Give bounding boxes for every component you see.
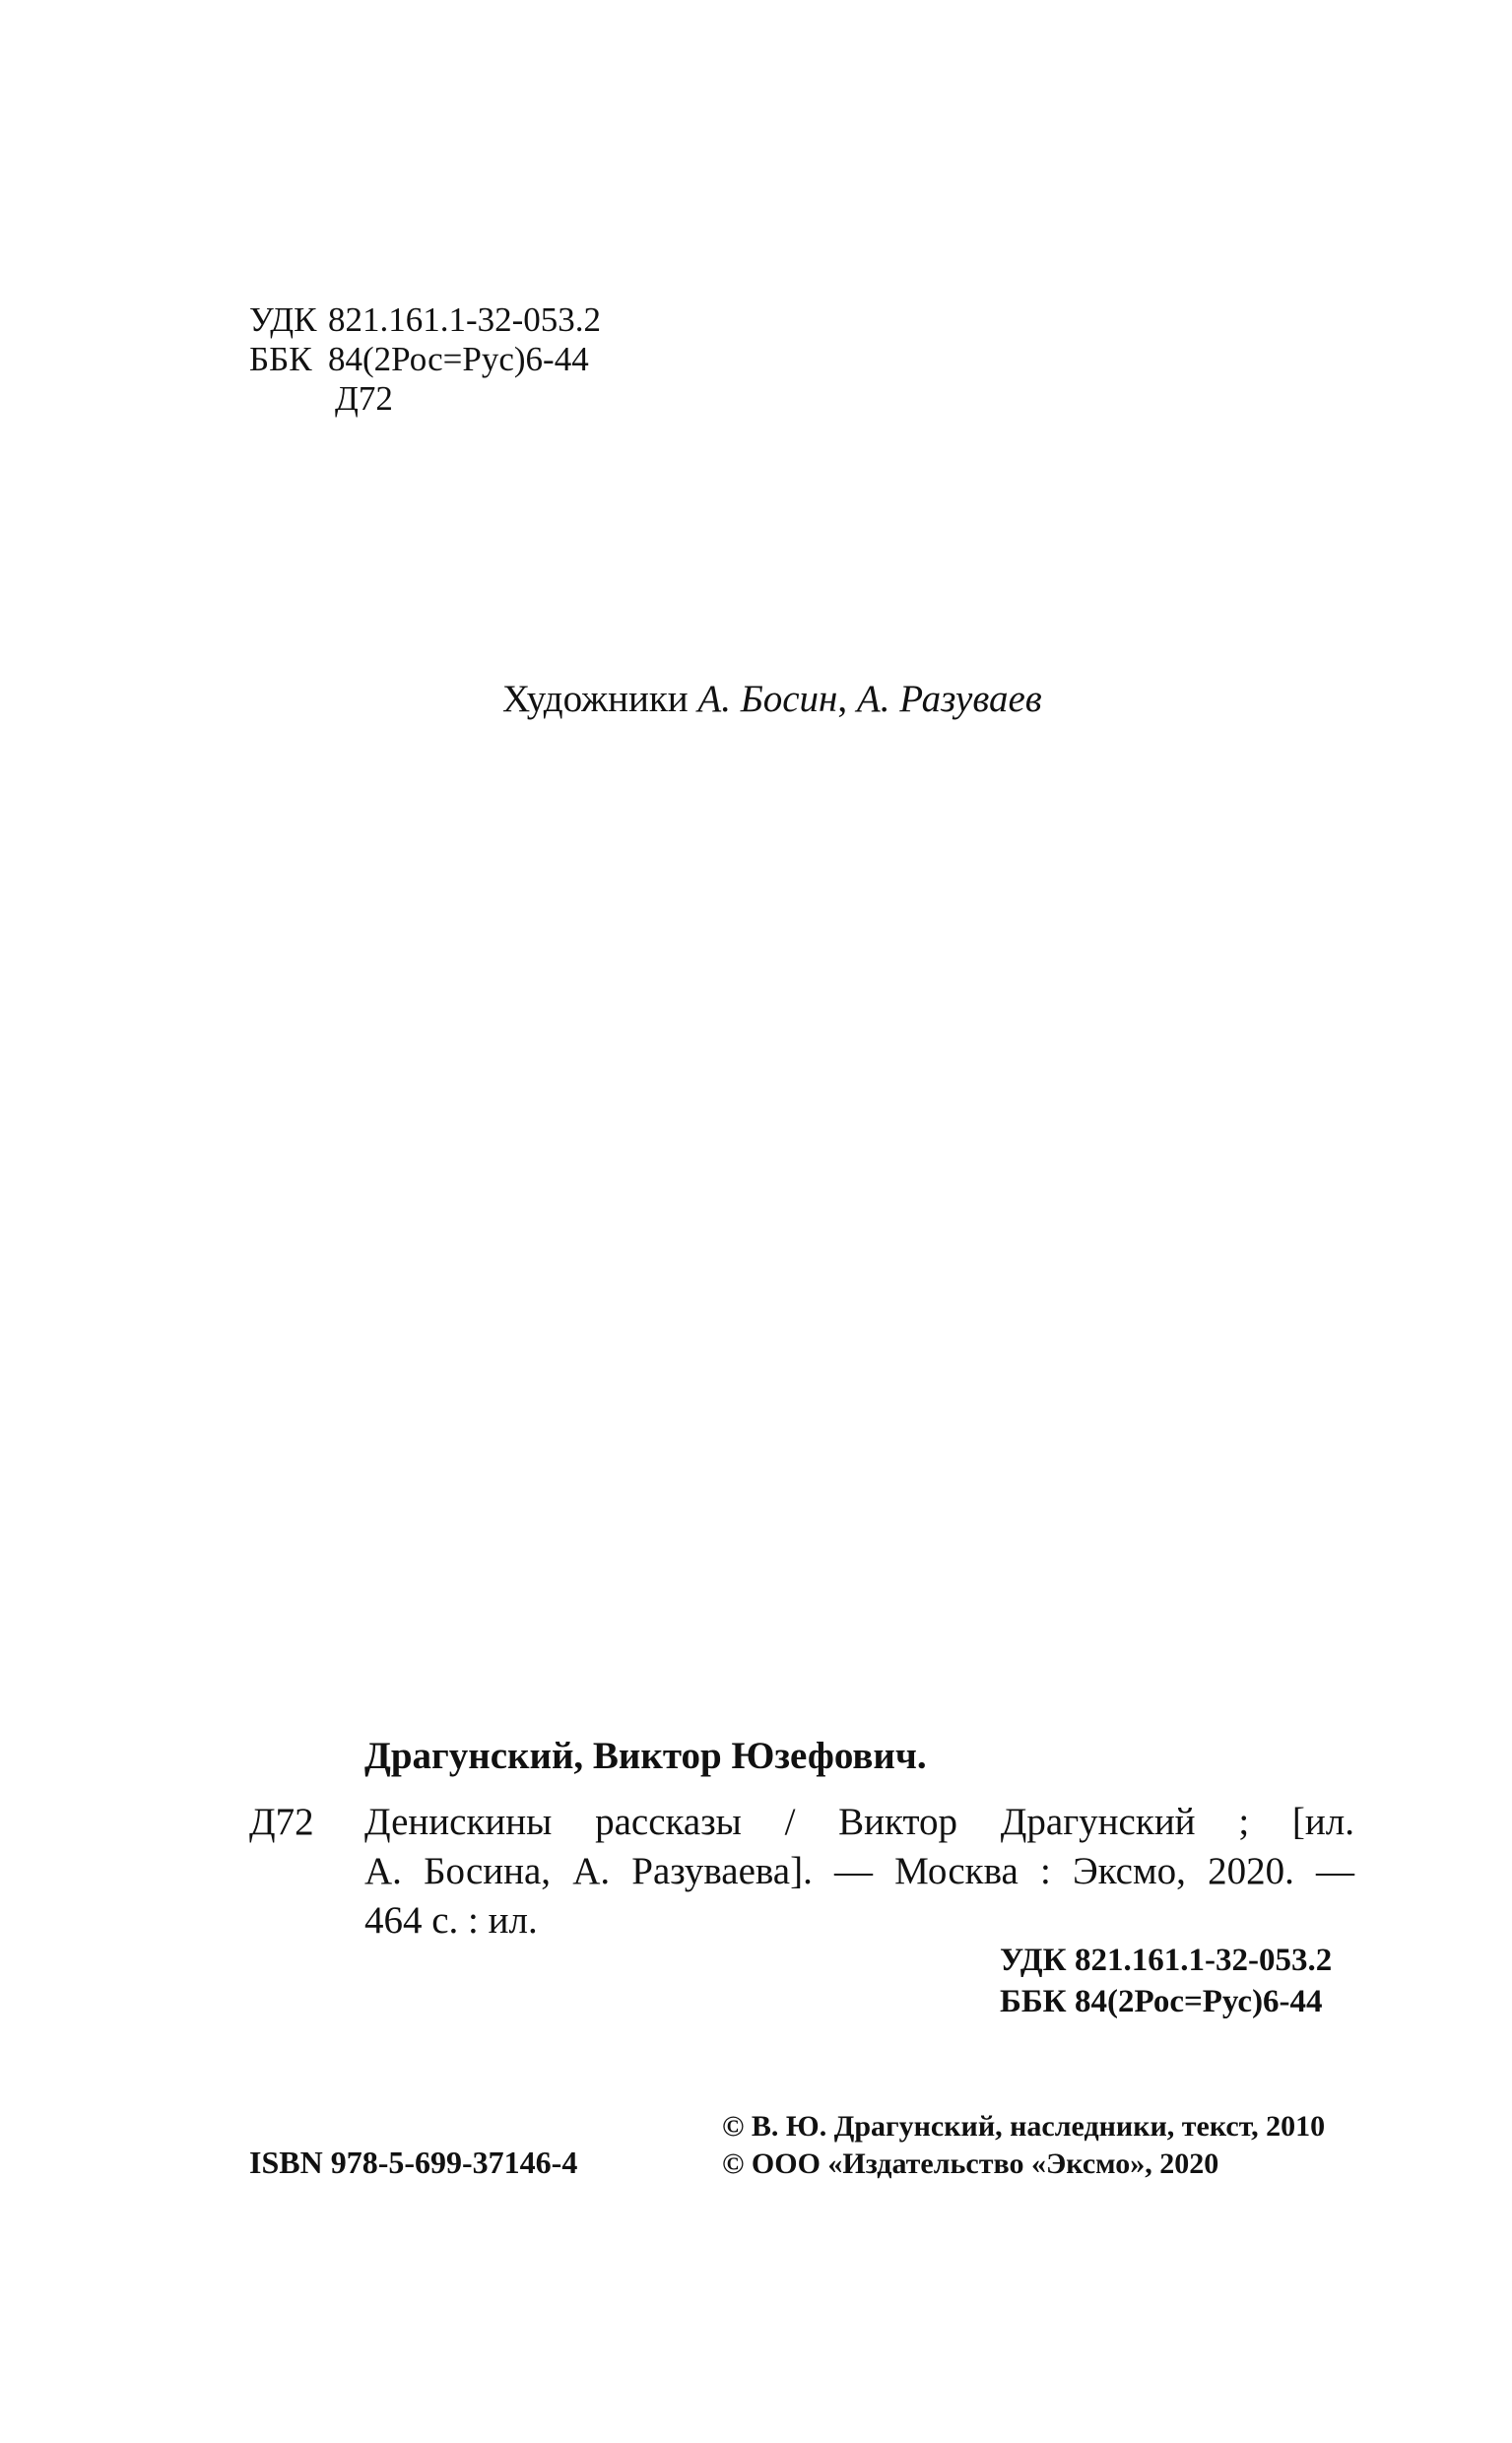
illustrator-name-1: А. Босин	[697, 678, 838, 720]
record-line-2: А. Босина, А. Разуваева]. — Москва : Эксмо, 2020. —	[364, 1850, 1354, 1892]
isbn: ISBN 978-5-699-37146-4	[249, 2145, 578, 2180]
copyright-text: © В. Ю. Драгунский, наследники, текст, 2010	[722, 2110, 1326, 2143]
record-author-mark: Д72	[249, 1801, 314, 1843]
record-description	[364, 1798, 1354, 1946]
bottom-bbk-label: ББК	[1000, 1984, 1067, 2019]
top-author-mark: Д72	[335, 379, 393, 418]
copyright-publisher: © ООО «Издательство «Эксмо», 2020	[722, 2147, 1219, 2180]
record-line-3: 464 с. : ил.	[364, 1899, 538, 1942]
bottom-udk-label: УДК	[1000, 1943, 1067, 1978]
top-bbk-value: 84(2Рос=Рус)6-44	[328, 340, 589, 378]
illustrators-line	[502, 678, 1042, 721]
bottom-bbk-code	[1000, 1982, 1323, 2021]
bottom-bbk-value: 84(2Рос=Рус)6-44	[1075, 1984, 1323, 2019]
top-bbk-code	[249, 340, 589, 379]
record-line-1: Денискины рассказы / Виктор Драгунский ; [ил.	[364, 1801, 1354, 1843]
top-udk-code	[249, 300, 601, 340]
bottom-udk-code	[1000, 1941, 1332, 1980]
illustrator-name-2: А. Разуваев	[856, 678, 1042, 720]
top-bbk-label: ББК	[249, 340, 312, 378]
top-udk-value: 821.161.1-32-053.2	[328, 300, 602, 339]
record-author: Драгунский, Виктор Юзефович.	[364, 1735, 927, 1777]
illustrators-label: Художники	[502, 678, 689, 720]
top-udk-label: УДК	[249, 300, 317, 339]
illustrators-separator: ,	[837, 678, 848, 720]
bottom-udk-value: 821.161.1-32-053.2	[1075, 1943, 1333, 1978]
